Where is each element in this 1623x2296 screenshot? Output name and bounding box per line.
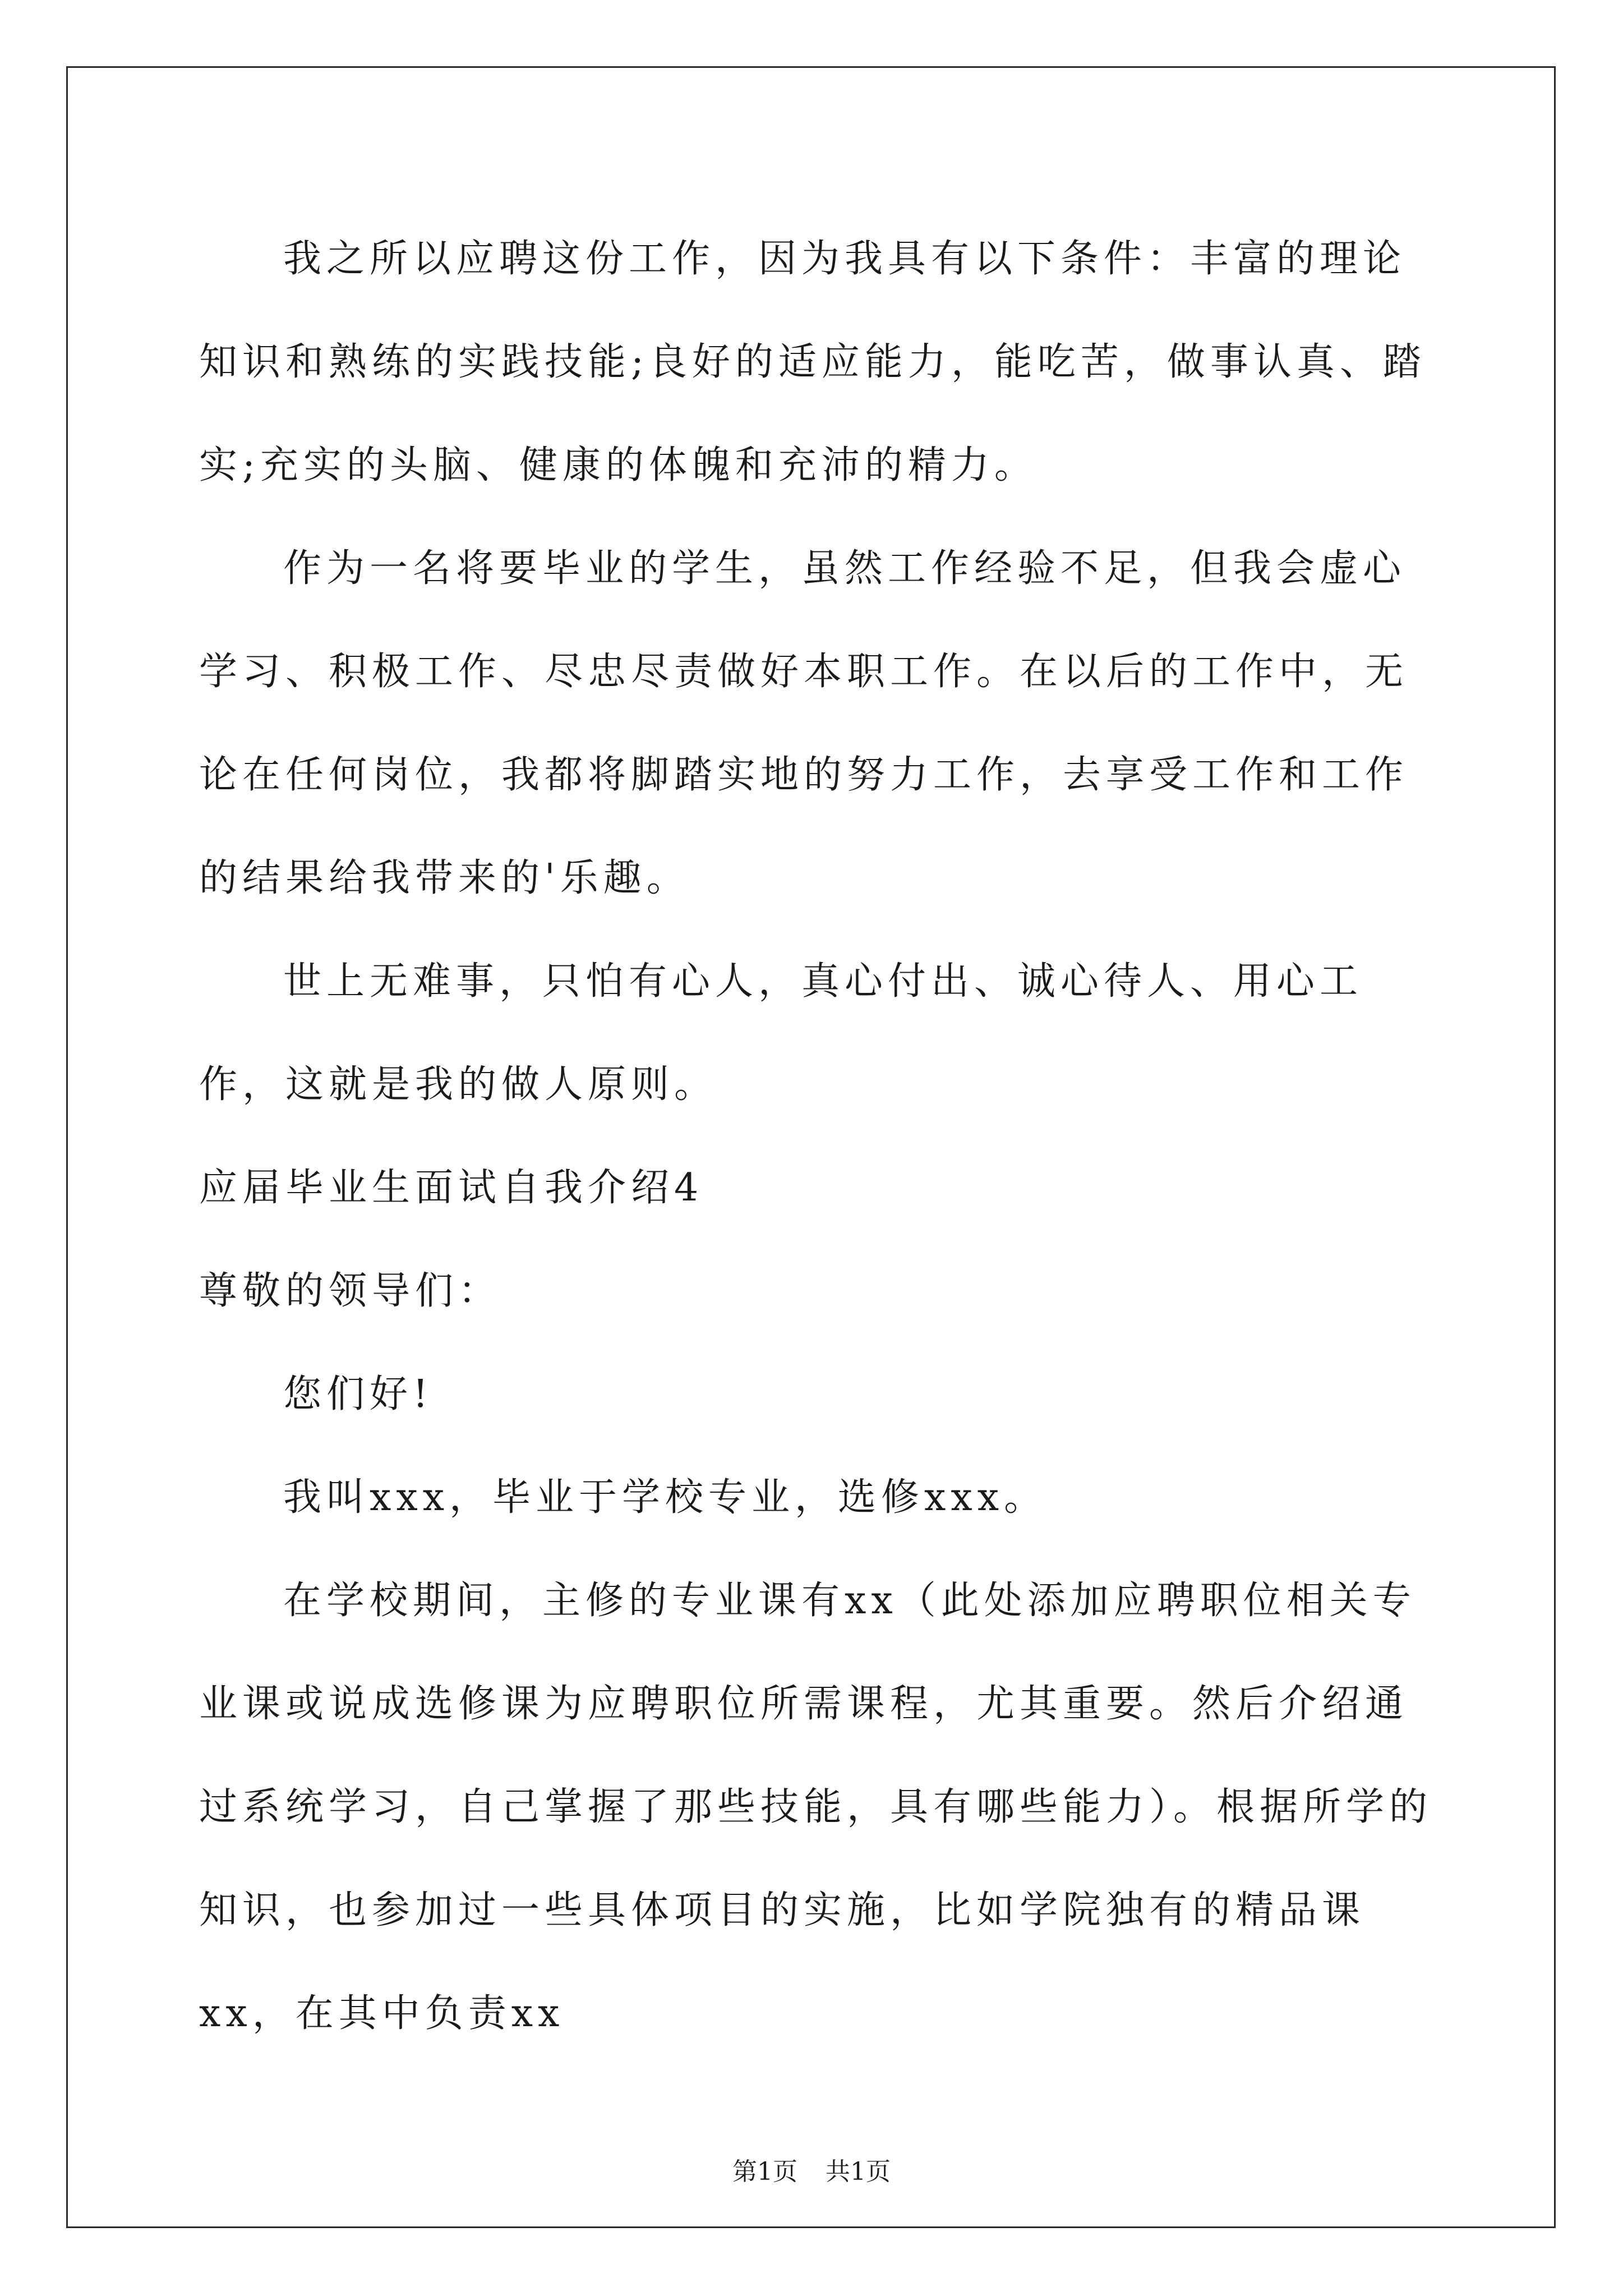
paragraph-principle: 世上无难事，只怕有心人，真心付出、诚心待人、用心工作，这就是我的做人原则。 — [199, 959, 1363, 1107]
paragraph-courses: 在学校期间，主修的专业课有xx（此处添加应聘职位相关专业课或说成选修课为应聘职位所需课程，尤其重要。然后介绍通过系统学习，自己掌握了那些技能，具有哪些能力）。根据所学的知识，也参加过一些具体项目的实施，比如学院独有的精品课xx，在其中负责xx — [199, 1579, 1433, 2036]
paragraph-graduate-attitude: 作为一名将要毕业的学生，虽然工作经验不足，但我会虚心学习、积极工作、尽忠尽责做好本职工作。在以后的工作中，无论在任何岗位，我都将脚踏实地的努力工作，去享受工作和工作的结果给我带来的'乐趣。 — [199, 546, 1409, 900]
paragraph-intro-name: 我叫xxx，毕业于学校专业，选修xxx。 — [283, 1475, 1048, 1520]
salutation: 尊敬的领导们： — [199, 1269, 502, 1313]
paragraph-qualifications: 我之所以应聘这份工作，因为我具有以下条件：丰富的理论知识和熟练的实践技能;良好的适应能力，能吃苦，做事认真、踏实;充实的头脑、健康的体魄和充沛的精力。 — [199, 237, 1426, 487]
greeting: 您们好! — [283, 1372, 434, 1416]
page-total: 共1页 — [826, 2157, 891, 2186]
page-footer — [0, 2151, 1623, 2187]
section-heading: 应届毕业生面试自我介绍4 — [199, 1166, 704, 1210]
document-body — [199, 208, 1433, 2065]
page-number: 第1页 — [732, 2157, 797, 2186]
